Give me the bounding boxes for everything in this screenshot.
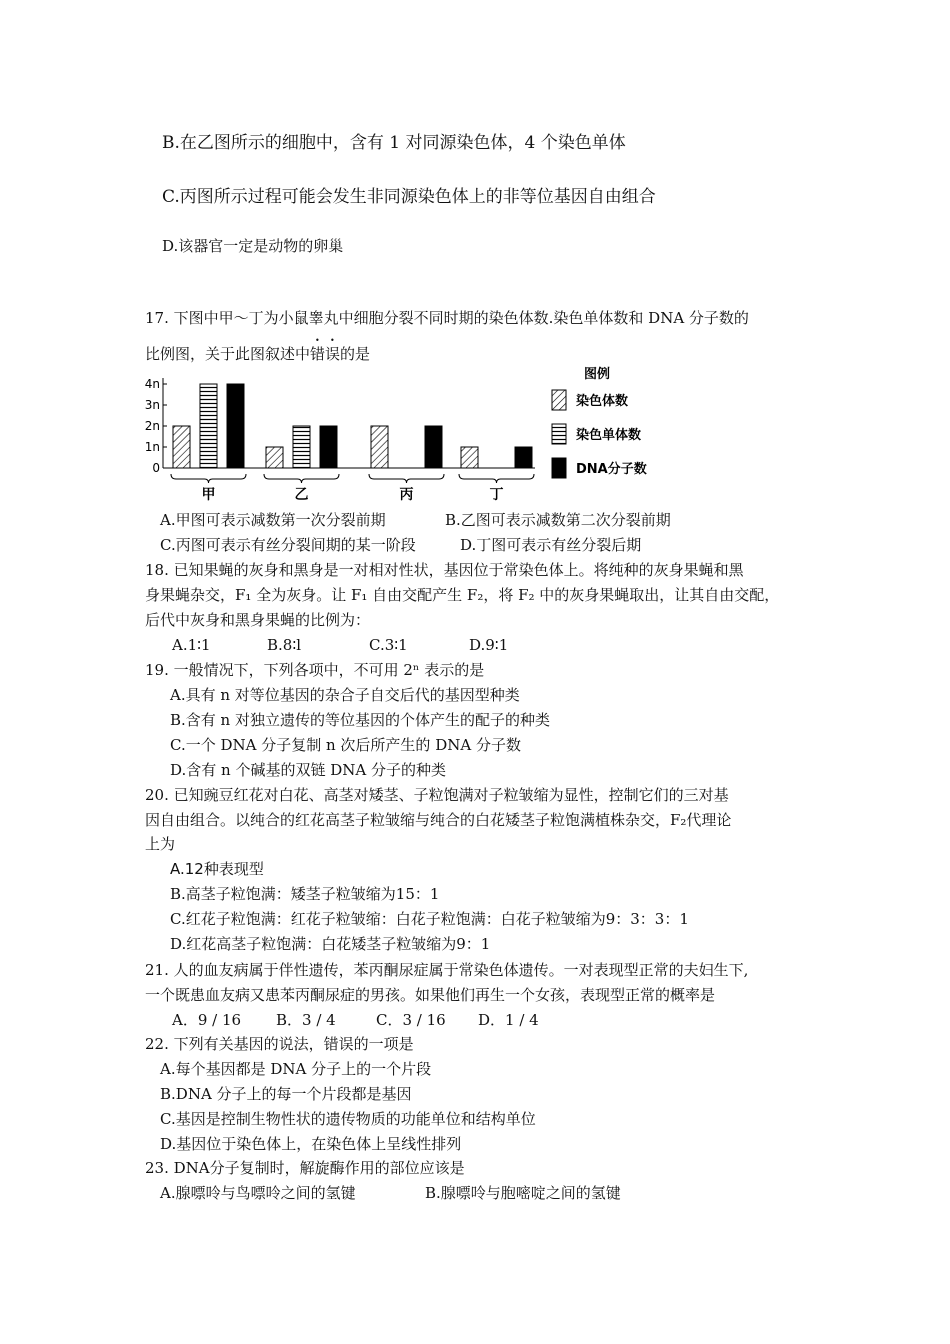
- q18-option-b: B.8∶l: [267, 636, 302, 654]
- group-bracket: [264, 474, 339, 483]
- q20-stem-line3: 上为: [145, 835, 176, 853]
- q17-stem-line2: [145, 336, 370, 364]
- bar: [320, 426, 337, 468]
- q17-option-d: D.丁图可表示有丝分裂后期: [460, 536, 642, 554]
- q18-option-d: D.9∶1: [469, 636, 509, 654]
- legend-label: 染色单体数: [576, 428, 642, 443]
- q20-option-c: C.红花子粒饱满：红花子粒皱缩：白花子粒饱满：白花子粒皱缩为9：3：3：1: [170, 910, 689, 928]
- y-tick-label: 0: [152, 461, 160, 475]
- category-label: 乙: [294, 487, 309, 502]
- group-bracket: [171, 474, 246, 483]
- bar: [293, 426, 310, 468]
- group-bracket: [459, 474, 534, 483]
- q17-option-b: B.乙图可表示减数第二次分裂前期: [445, 511, 671, 529]
- q17-option-c: C.丙图可表示有丝分裂间期的某一阶段: [160, 536, 416, 554]
- q21-stem-line1: 21. 人的血友病属于伴性遗传，苯丙酮尿症属于常染色体遗传。一对表现型正常的夫妇生下,: [145, 961, 749, 979]
- q20-option-a: A.12种表现型: [170, 860, 264, 878]
- q17-stem-end: 的是: [340, 345, 371, 363]
- group-bracket: [369, 474, 444, 483]
- y-tick-label: 1n: [144, 440, 160, 454]
- q23-options: [160, 1183, 621, 1203]
- y-tick-label: 4n: [144, 377, 160, 391]
- q20-option-b: B.高茎子粒饱满：矮茎子粒皱缩为15：1: [170, 885, 440, 903]
- y-tick-label: 3n: [144, 398, 160, 412]
- bar: [200, 384, 217, 468]
- q20-option-d: D.红花高茎子粒饱满：白花矮茎子粒皱缩为9：1: [170, 935, 491, 953]
- q21-option-a: A．9 / 16: [172, 1011, 242, 1029]
- q17-stem-emphasis: 错误: [310, 345, 341, 363]
- q16-option-d: D.该器官一定是动物的卵巢: [162, 237, 344, 255]
- q22-stem: 22. 下列有关基因的说法，错误的一项是: [145, 1035, 414, 1053]
- q17-options-row1: [160, 510, 671, 530]
- q22-option-b: B.DNA 分子上的每一个片段都是基因: [160, 1085, 412, 1103]
- q20-stem-line1: 20. 已知豌豆红花对白花、高茎对矮茎、子粒饱满对子粒皱缩为显性，控制它们的三对基: [145, 786, 729, 804]
- q19-stem: 19. 一般情况下，下列各项中，不可用 2ⁿ 表示的是: [145, 661, 485, 679]
- q23-option-a: A.腺嘌呤与鸟嘌呤之间的氢键: [160, 1184, 356, 1202]
- q19-option-d: D.含有 n 个碱基的双链 DNA 分子的种类: [170, 761, 446, 779]
- bar: [266, 447, 283, 468]
- q16-option-c: C.丙图所示过程可能会发生非同源染色体上的非等位基因自由组合: [162, 187, 656, 207]
- q22-option-a: A.每个基因都是 DNA 分子上的一个片段: [160, 1060, 432, 1078]
- q17-option-a: A.甲图可表示减数第一次分裂前期: [160, 511, 386, 529]
- q23-stem: 23. DNA分子复制时，解旋酶作用的部位应该是: [145, 1159, 465, 1177]
- bar: [173, 426, 190, 468]
- q19-option-b: B.含有 n 对独立遗传的等位基因的个体产生的配子的种类: [170, 711, 550, 729]
- q16-option-b: B.在乙图所示的细胞中，含有 1 对同源染色体，4 个染色单体: [162, 133, 626, 153]
- q23-option-b: B.腺嘌呤与胞嘧啶之间的氢键: [425, 1184, 621, 1202]
- q18-options: [172, 635, 508, 655]
- category-label: 丁: [489, 487, 504, 502]
- bar: [515, 447, 532, 468]
- q18-option-c: C.3∶1: [369, 636, 408, 654]
- q21-option-c: C．3 / 16: [376, 1011, 446, 1029]
- q17-stem-line1: 17. 下图中甲～丁为小鼠睾丸中细胞分裂不同时期的染色体数.染色单体数和 DNA 分子数的: [145, 309, 749, 327]
- q17-stem-text: 比例图，关于此图叙述中: [145, 345, 311, 363]
- q18-option-a: A.1∶1: [172, 636, 211, 654]
- chromosome-ratio-chart: [140, 362, 660, 502]
- legend-swatch: [552, 424, 566, 444]
- y-tick-label: 2n: [144, 419, 160, 433]
- legend-label: DNA分子数: [576, 462, 647, 477]
- bar: [461, 447, 478, 468]
- q22-option-d: D.基因位于染色体上，在染色体上呈线性排列: [160, 1135, 462, 1153]
- q21-option-b: B．3 / 4: [276, 1011, 336, 1029]
- q18-stem-line3: 后代中灰身和黑身果蝇的比例为：: [145, 611, 371, 629]
- q20-stem-line2: 因自由组合。以纯合的红花高茎子粒皱缩与纯合的白花矮茎子粒饱满植株杂交，F₂代理论: [145, 811, 732, 829]
- bar: [227, 384, 244, 468]
- q19-option-c: C.一个 DNA 分子复制 n 次后所产生的 DNA 分子数: [170, 736, 521, 754]
- legend-label: 染色体数: [576, 394, 629, 409]
- q19-option-a: A.具有 n 对等位基因的杂合子自交后代的基因型种类: [170, 686, 520, 704]
- category-label: 甲: [201, 487, 216, 502]
- bar: [425, 426, 442, 468]
- q21-stem-line2: 一个既患血友病又患苯丙酮尿症的男孩。如果他们再生一个女孩，表现型正常的概率是: [145, 986, 716, 1004]
- q21-options: [172, 1010, 539, 1030]
- q17-options-row2: [160, 535, 641, 555]
- q18-stem-line1: 18. 已知果蝇的灰身和黑身是一对相对性状，基因位于常染色体上。将纯种的灰身果蝇和黑: [145, 561, 744, 579]
- bar: [371, 426, 388, 468]
- legend-swatch: [552, 390, 566, 410]
- q21-option-d: D．1 / 4: [478, 1011, 539, 1029]
- legend-title: 图例: [584, 367, 611, 382]
- legend-swatch: [552, 458, 566, 478]
- q18-stem-line2: 身果蝇杂交，F₁ 全为灰身。让 F₁ 自由交配产生 F₂，将 F₂ 中的灰身果蝇取出，让其自由交配，: [145, 586, 780, 604]
- q22-option-c: C.基因是控制生物性状的遗传物质的功能单位和结构单位: [160, 1110, 536, 1128]
- category-label: 丙: [399, 487, 414, 502]
